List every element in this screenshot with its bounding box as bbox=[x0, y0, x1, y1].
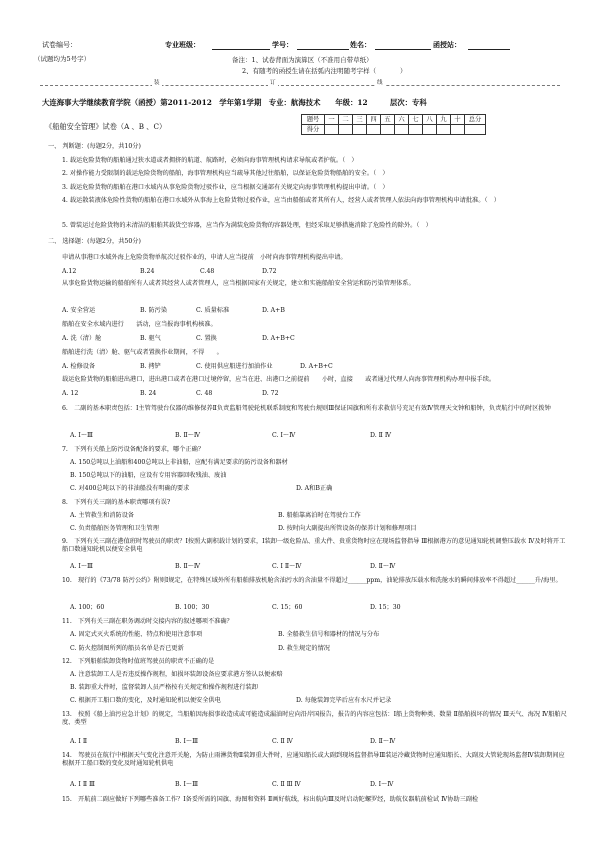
major-class-field[interactable] bbox=[212, 49, 270, 50]
choice-intro: 申请从事港口水域外海上危险货物单航次过驳作业的，申请人应当提前 小时向海事管理机构提出申请。 bbox=[62, 254, 347, 261]
option: D. A和B正确 bbox=[296, 485, 333, 492]
option: A. 洗（清）舱 bbox=[62, 335, 102, 342]
option: C. 质量标准 bbox=[196, 307, 230, 314]
option: B. 装卸重大件时，监督装卸人员严格按有关规定和操作规程进行装卸 bbox=[70, 684, 258, 691]
option: D. A+B+C bbox=[262, 335, 295, 342]
choice-heading: 二、 选择题：(每题2分，共50分) bbox=[48, 238, 141, 245]
school-label: 函授站： bbox=[433, 40, 461, 49]
name-label: 姓名： bbox=[350, 40, 371, 49]
seal-char-2: 订 bbox=[270, 80, 276, 86]
score-cell[interactable] bbox=[381, 125, 395, 135]
option: D. 按时向大副提出所管设备的保养计划和修理项目 bbox=[278, 525, 417, 532]
choice-question: 船舶在安全水域内进行 活动，应当报海事机构核准。 bbox=[62, 321, 217, 328]
school-field[interactable] bbox=[468, 49, 510, 50]
option: A. Ⅰ Ⅱ Ⅲ bbox=[70, 781, 95, 788]
question-7: 7. 下列有关船上防污设备配备的要求，哪个正确？ bbox=[62, 446, 205, 453]
option: D. A+B+C bbox=[300, 363, 333, 370]
judge-item: 2. 对操作能力受限制的载运危险货物的船舶，海事管理机构应当疏导其他过往船舶，以保证危险货物船舶的安全。（ ） bbox=[62, 170, 389, 177]
option: A. Ⅰ～Ⅲ bbox=[70, 563, 94, 570]
option: A. 注意装卸工人是否违反操作规程，如损坏装卸设备应要求港方签认以便索赔 bbox=[70, 671, 283, 678]
option: D. 15；30 bbox=[370, 604, 401, 611]
option: B. 100；30 bbox=[175, 604, 210, 611]
seal-char-1: 装 bbox=[154, 80, 160, 86]
option: A. Ⅰ Ⅱ bbox=[70, 738, 88, 745]
question-9: 9. 下列有关三副在港值班时驾驶员的职责？Ⅰ按照大副积载计划的要求，Ⅰ装卸一级危险品、重大件、贵重货物时应在现场监督指导 Ⅲ根据港方的意见通知轮机调整压载水 Ⅳ及时将开工船口数通知轮机以便安全供电 bbox=[62, 538, 566, 553]
option: D. A+B bbox=[262, 307, 285, 314]
score-col: 十 bbox=[451, 115, 465, 125]
score-col: 九 bbox=[437, 115, 451, 125]
judge-item: 5. 曾装运过危险货物的未清洁的船舶其载货空容器，应当作为满装危险货物的容器处理，但经采取足够措施消除了危险性的除外。（ ） bbox=[62, 222, 432, 229]
question-6: 6. 二副的基本职责包括：Ⅰ主管驾驶台仪器的维修保养Ⅱ负责监船驾驶轮机联系制度和驾驶台规则Ⅲ保证国旗和所有求救信号充足有效Ⅳ管理天文钟和船钟，负责航行中的时区拨钟 bbox=[62, 405, 551, 412]
note-1: 备注：1、试卷背面为演算区（不准用自带草纸） bbox=[232, 56, 373, 64]
question-8: 8. 下列有关三副的基本职责哪项有误? bbox=[62, 499, 171, 506]
score-col: 三 bbox=[353, 115, 367, 125]
paper-no-label: 试卷编号： bbox=[42, 41, 77, 49]
option: B. Ⅱ～Ⅳ bbox=[175, 432, 201, 439]
score-col: 一 bbox=[325, 115, 339, 125]
question-10: 10. 现行的《73/78 防污公约》附则Ⅰ规定，在特殊区域外所有船舶排放机舱含油污水的含油量不得超过______ppm，油轮排放压载水和洗舱水的瞬间排放率不得超过______升/海里。 bbox=[62, 577, 562, 584]
option: C. 15；60 bbox=[272, 604, 303, 611]
question-11: 11. 下列有关三副在职务调动时交接内容的叙述哪项不准确？ bbox=[62, 618, 233, 625]
exam-subject: 《船舶安全管理》试卷（A 、B 、C） bbox=[45, 122, 167, 131]
score-col: 七 bbox=[409, 115, 423, 125]
score-cell[interactable] bbox=[437, 125, 451, 135]
score-table bbox=[301, 114, 486, 135]
score-col: 六 bbox=[395, 115, 409, 125]
option: D. Ⅱ Ⅳ bbox=[370, 432, 392, 439]
choice-question: 载运危险货物的船舶进出港口，进出港口或者在港口过境停留，应当在进、出港口之前提前 小时，直接 或者通过代理人向海事管理机构办理申报手续。 bbox=[62, 376, 496, 383]
score-cell[interactable] bbox=[325, 125, 339, 135]
score-col: 二 bbox=[339, 115, 353, 125]
option: A. Ⅰ～Ⅲ bbox=[70, 432, 94, 439]
question-13: 13. 按照《船上油污应急计划》的规定，当船舶因海损事故造成或可能造成漏油时应向沿岸国报告，报告的内容应包括：Ⅰ船上货物种类、数量 Ⅱ船舶损坏的情况 Ⅲ天气、海况 Ⅳ船舶尺度、类型 bbox=[62, 711, 567, 726]
option: C. 防火控制图所列的船员名单是否已更新 bbox=[70, 645, 184, 652]
option: B. Ⅰ～Ⅲ bbox=[175, 781, 199, 788]
judge-item: 1. 载运危险货物的船舶通过狭水道或者拥挤的航道、航路时，必须向海事管理机构请求导航或者护航。（ ） bbox=[62, 157, 358, 164]
option: D. Ⅱ～Ⅳ bbox=[370, 563, 396, 570]
option: D. Ⅱ～Ⅳ bbox=[370, 738, 396, 745]
score-label-question: 题号 bbox=[302, 115, 325, 125]
option: B. 150总吨以下的油船，应设有专用容器回收残油、废油 bbox=[70, 472, 227, 479]
option: A. 检修设备 bbox=[62, 363, 96, 370]
option: A. 12 bbox=[62, 390, 79, 397]
option: B. 24 bbox=[140, 390, 157, 397]
option: C. 使用供应船进行加油作业 bbox=[196, 363, 273, 370]
option: D. Ⅰ～Ⅳ bbox=[370, 781, 394, 788]
option: C. Ⅰ Ⅱ～Ⅳ bbox=[272, 563, 302, 570]
choice-question: 船舶进行洗（清）舱、驱气或者置换作业期间，不得 。 bbox=[62, 349, 223, 356]
score-cell[interactable] bbox=[339, 125, 353, 135]
score-cell[interactable] bbox=[451, 125, 465, 135]
option: B. Ⅱ～Ⅳ bbox=[175, 563, 201, 570]
name-field[interactable] bbox=[375, 49, 431, 50]
option: A. 固定式灭火系统的性能、特点和使用注意事项 bbox=[70, 631, 203, 638]
option: B. 全船救生信号和器材的情况与分布 bbox=[278, 631, 380, 638]
option: B. 拷铲 bbox=[140, 363, 161, 370]
option: B.24 bbox=[140, 268, 155, 275]
option: C. 根据开工船口数的变化，及时通知轮机以便安全供电 bbox=[70, 697, 221, 704]
option: B. 防污染 bbox=[140, 307, 168, 314]
option: D. 救生规定的情况 bbox=[278, 645, 330, 652]
option: C. 对400总吨以下的非油船没有明确的要求 bbox=[70, 485, 190, 492]
option: B. Ⅰ～Ⅲ bbox=[175, 738, 199, 745]
score-cell[interactable] bbox=[465, 125, 486, 135]
option: C. Ⅱ Ⅲ Ⅳ bbox=[272, 781, 301, 788]
score-col: 八 bbox=[423, 115, 437, 125]
option: D. 每舱装卸完毕后应有水尺并记录 bbox=[296, 697, 392, 704]
student-no-field[interactable] bbox=[297, 49, 349, 50]
score-cell[interactable] bbox=[409, 125, 423, 135]
option: B. 驱气 bbox=[140, 335, 161, 342]
option: A.12 bbox=[62, 268, 77, 275]
judge-heading: 一、 判断题：(每题2分，共10分) bbox=[48, 143, 141, 150]
option: C. Ⅱ Ⅳ bbox=[272, 738, 293, 745]
score-cell[interactable] bbox=[395, 125, 409, 135]
option: C.48 bbox=[200, 268, 215, 275]
note-2: 2、有随考的函授生请在括弧内注明随考字样（ bbox=[242, 67, 377, 75]
score-cell[interactable] bbox=[353, 125, 367, 135]
score-col-total: 总分 bbox=[465, 115, 486, 125]
choice-question: 从事危险货物运输的船舶所有人或者其经营人或者管理人，应当根据国家有关规定，建立和实施船舶安全营运和防污染管理体系。 bbox=[62, 280, 415, 287]
question-14: 14. 驾驶员在航行中根据天气变化注意开关舱，为防止雨淋货物Ⅱ装卸重大件时，应通知船长或大副到现场监督指导Ⅲ装运冷藏货物时应通知船长、大副及大管轮现场监督Ⅳ装卸期间应根据开工船口数的变化及时通知轮机供电 bbox=[62, 752, 565, 767]
judge-item: 3. 载运危险货物的船舶在港口水域内从事危险货物过驳作业，应当根据交通部有关规定向海事管理机构提出申请。（ ） bbox=[62, 184, 389, 191]
note-2-end: ） bbox=[400, 67, 407, 75]
option: A. 主管救生和消防设备 bbox=[70, 512, 135, 519]
question-15: 15. 开航前二副应做好下列哪些准备工作？Ⅰ备妥所需的国旗、海图和资料 Ⅱ画好航线，标出航向Ⅲ及时启动陀螺罗经，助航仪器航前检试 Ⅳ协助三副检 bbox=[62, 796, 479, 803]
score-col: 四 bbox=[367, 115, 381, 125]
option: C. 负责船舶医务管理和卫生管理 bbox=[70, 525, 159, 532]
seal-line bbox=[40, 85, 560, 86]
option: A. 150总吨以上油船和400总吨以上非油船，应配有满足要求的防污设备和器材 bbox=[70, 459, 288, 466]
paper-note: （试题均为5号字） bbox=[34, 55, 91, 63]
option: C. Ⅰ～Ⅳ bbox=[272, 432, 296, 439]
major-class-label: 专业班级： bbox=[165, 40, 200, 49]
option: A. 安全营运 bbox=[62, 307, 96, 314]
option: C. 48 bbox=[196, 390, 213, 397]
score-col: 五 bbox=[381, 115, 395, 125]
option: D.72 bbox=[262, 268, 277, 275]
question-12: 12. 下列船舶装卸货物时值班驾驶员的职责不正确的是 bbox=[62, 658, 215, 665]
option: D. 72 bbox=[262, 390, 279, 397]
student-no-label: 学号： bbox=[272, 40, 293, 49]
option: A. 100；60 bbox=[70, 604, 105, 611]
judge-item: 4. 载运散装液体危险性货物的船舶在港口水域外从事海上危险货物过驳作业，应当由船舶或者其所有人，经营人或者管理人依法向海事管理机构申请批准。（ ） bbox=[62, 197, 500, 204]
score-label-score: 得分 bbox=[302, 125, 325, 135]
score-cell[interactable] bbox=[423, 125, 437, 135]
exam-title-line: 大连海事大学继续教育学院（函授）第2011-2012 学年第1学期 专业：航海技术 年级：12 层次：专科 bbox=[42, 98, 427, 107]
option: B. 船舶靠离泊时在驾驶台工作 bbox=[278, 512, 361, 519]
seal-char-3: 线 bbox=[377, 80, 383, 86]
option: C. 置换 bbox=[196, 335, 217, 342]
score-cell[interactable] bbox=[367, 125, 381, 135]
